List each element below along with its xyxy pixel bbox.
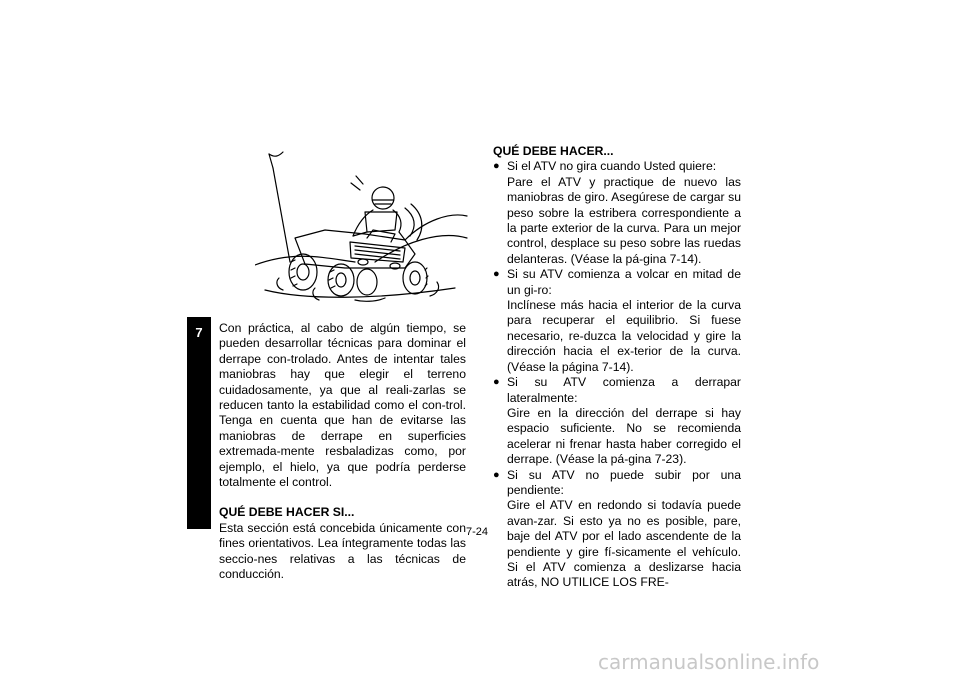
left-column xyxy=(219,321,466,583)
bullet-text: Pare el ATV y practique de nuevo las maniobras de giro. Asegúrese de cargar su peso sobre la estribera correspondiente a la parte exterior de la curva. Para un mejor control, desplace su peso sobre las ruedas delanteras. (Véase la pá-gina 7-14). xyxy=(507,174,741,266)
bullet-text: Gire el ATV en redondo si todavía puede avan-zar. Si esto ya no es posible, pare, baje del ATV por el lado ascendente de la pendiente y gire fí-sicamente el vehículo. Si el ATV comienza a deslizarse hacia atrás, NO UTILICE LOS FRE- xyxy=(507,498,741,590)
section-heading: QUÉ DEBE HACER... xyxy=(493,144,614,158)
bullet-icon: ● xyxy=(493,160,500,173)
chapter-tab xyxy=(187,317,211,529)
bullet-icon: ● xyxy=(493,468,500,481)
list-item xyxy=(493,468,741,591)
atv-rider-illustration-icon xyxy=(255,150,470,315)
bullet-icon: ● xyxy=(493,376,500,389)
bullet-icon: ● xyxy=(493,268,500,281)
bullet-title: Si su ATV no puede subir por una pendiente: xyxy=(507,467,741,497)
intro-paragraph: Con práctica, al cabo de algún tiempo, se pueden desarrollar técnicas para dominar el derrape con-trolado. Antes de intentar tales maniobras hay que elegir el terreno cuidadosamente, ya que al reali-zarlas se reducen tanto la estabilidad como el con-trol. Tenga en cuenta que han de evitarse las maniobras de derrape en superficies extremada-mente resbaladizas como, por ejemplo, el hielo, ya que podría perderse totalmente el control. xyxy=(219,321,466,490)
page-number: 7-24 xyxy=(466,526,489,538)
bullet-text: Gire en la dirección del derrape si hay espacio suficiente. No se recomienda acelerar ni frenar hasta haber corregido el derrape. (Véase la pá-gina 7-23). xyxy=(507,405,741,467)
section-heading: QUÉ DEBE HACER SI... xyxy=(219,505,355,520)
bullet-text: Inclínese más hacia el interior de la curva para recuperar el equilibrio. Si fuese necesario, re-duzca la velocidad y gire la dirección hacia el ex-terior de la curva. (Véase la página 7-14). xyxy=(507,298,741,374)
list-item xyxy=(493,375,741,467)
list-item xyxy=(493,159,741,267)
bullet-title: Si el ATV no gira cuando Usted quiere: xyxy=(507,159,717,174)
bullet-title: Si su ATV comienza a derrapar lateralmente: xyxy=(507,375,741,405)
bullet-title: Si su ATV comienza a volcar en mitad de un gi-ro: xyxy=(507,267,741,297)
watermark: carmanualsonline.info xyxy=(598,650,820,674)
chapter-number: 7 xyxy=(195,325,203,340)
right-column xyxy=(493,144,741,591)
list-item xyxy=(493,267,741,375)
section-paragraph: Esta sección está concebida únicamente con fines orientativos. Lea íntegramente todas las seccio-nes relativas a las técnicas de conducción. xyxy=(219,520,466,582)
